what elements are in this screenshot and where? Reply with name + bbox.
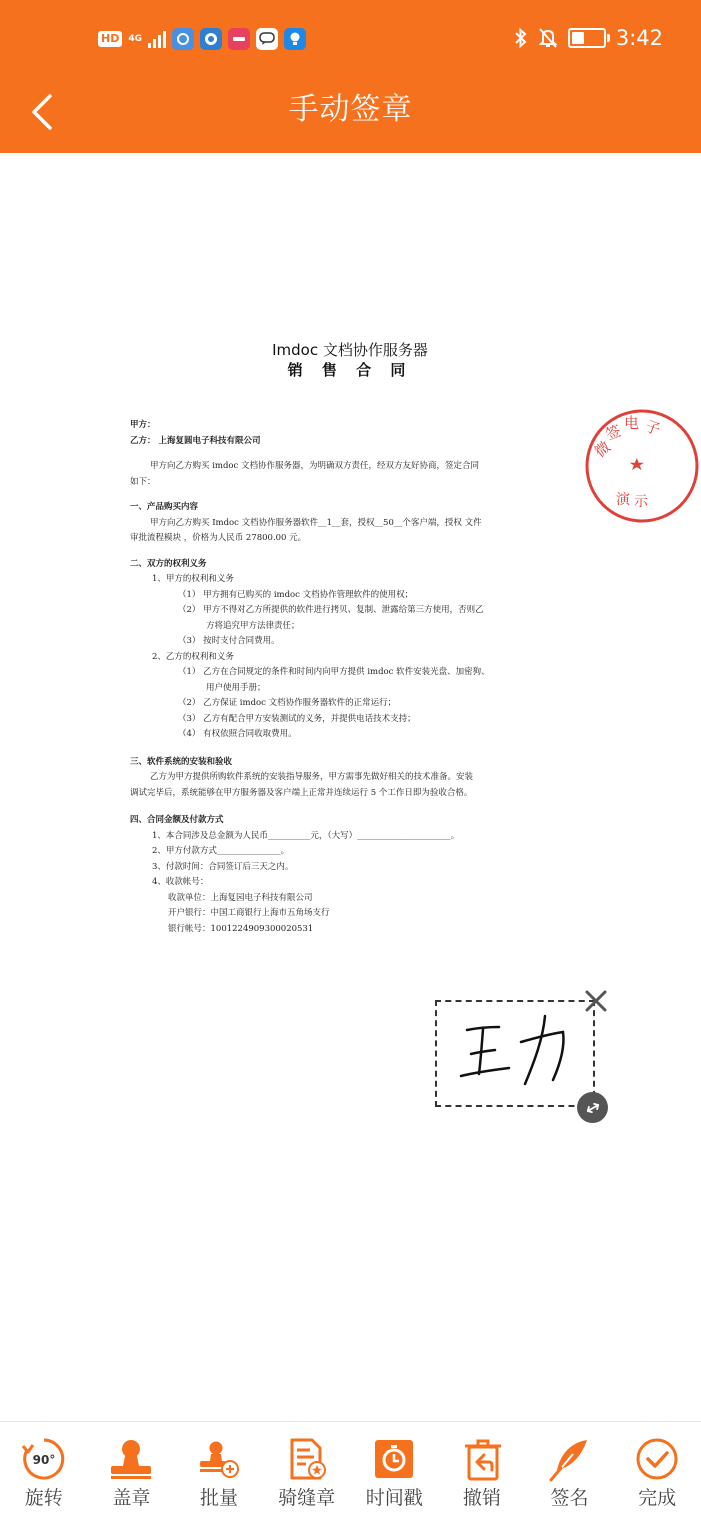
bluetooth-icon (514, 27, 528, 49)
company-seal[interactable] (584, 408, 663, 524)
network-type: 4G (128, 33, 142, 44)
section-text: （1） 乙方在合同规定的条件和时间内向甲方提供 imdoc 软件安装光盘、加密狗、 (178, 667, 490, 677)
seal-text: 签 (603, 421, 624, 444)
intro-line: 甲方向乙方购买 imdoc 文档协作服务器，为明确双方责任，经双方友好协商，签定合同 (150, 461, 480, 471)
section-text: 2、乙方的权利和义务 (152, 651, 234, 662)
page-title: 手动签章 (288, 92, 413, 127)
section-title: 二、双方的权利义务 (130, 558, 207, 569)
section-text: （1） 甲方拥有已购买的 imdoc 文档协作管理软件的使用权； (178, 589, 414, 600)
undo-icon (459, 1436, 505, 1482)
battery-icon (568, 28, 606, 48)
app-notification-icon (200, 28, 222, 50)
toolbar-label: 盖章 (112, 1487, 151, 1509)
section-text: 4、收款帐号： (152, 877, 209, 887)
party-b: 乙方： 上海复圆电子科技有限公司 (130, 435, 261, 446)
batch-stamp-icon (196, 1436, 242, 1482)
section-title: 三、软件系统的安装和验收 (130, 756, 233, 767)
section-text: 2、甲方付款方式_______________。 (152, 846, 290, 856)
seam-stamp-button[interactable] (263, 1422, 351, 1519)
toolbar-label: 骑缝章 (278, 1487, 336, 1509)
toolbar-label: 完成 (638, 1487, 677, 1509)
app-notification-icon (172, 28, 194, 50)
section-text: 用户使用手册； (206, 682, 266, 693)
toolbar-label: 撤销 (462, 1487, 501, 1509)
close-icon (583, 988, 609, 1014)
app-notification-icon (284, 28, 306, 50)
seal-text: 子 (642, 416, 663, 439)
section-title: 一、产品购买内容 (130, 502, 199, 512)
clock: 3:42 (615, 26, 663, 50)
bottom-toolbar (0, 1421, 701, 1519)
section-text: 审批流程模块 ，价格为人民币 27800.00 元。 (130, 533, 307, 543)
rotate-90-icon (21, 1436, 67, 1482)
timestamp-button[interactable] (351, 1422, 439, 1519)
section-text: （2） 甲方不得对乙方所提供的软件进行拷贝、复制、泄露给第三方使用，否则乙 (178, 605, 484, 615)
section-text: （2） 乙方保证 imdoc 文档协作服务器软件的正常运行； (178, 698, 397, 708)
app-header (0, 0, 701, 153)
remove-signature-button[interactable] (583, 988, 609, 1014)
stamp-button[interactable] (88, 1422, 176, 1519)
stamp-icon (108, 1436, 154, 1482)
feather-pen-icon (547, 1436, 593, 1482)
section-text: （3） 乙方有配合甲方安装测试的义务，并提供电话技术支持； (178, 713, 416, 724)
toolbar-label: 签名 (550, 1487, 589, 1509)
signature-button[interactable] (526, 1422, 614, 1519)
rotate-badge: 90° (32, 1453, 56, 1467)
check-circle-icon (634, 1436, 680, 1482)
seal-text: 电 (624, 414, 640, 432)
app-notification-icon (228, 28, 250, 50)
seal-text: 示 (634, 494, 648, 510)
status-bar (0, 0, 701, 80)
document-title: Imdoc 文档协作服务器 (272, 341, 428, 359)
toolbar-label: 旋转 (24, 1487, 63, 1509)
resize-arrows-icon (584, 1099, 602, 1117)
seal-text: 微 (591, 437, 615, 462)
section-text: 开户银行：中国工商银行上海市五角场支行 (168, 908, 330, 918)
section-text: 方将追究甲方法律责任； (206, 620, 300, 631)
resize-handle[interactable] (577, 1092, 608, 1123)
signal-icon (148, 30, 166, 48)
section-text: 收款单位：上海复园电子科技有限公司 (168, 892, 313, 903)
intro-line: 如下： (130, 476, 156, 487)
section-text: （4） 有权依照合同收取费用。 (178, 729, 297, 739)
seam-stamp-icon (284, 1436, 330, 1482)
section-text: 调试完毕后，系统能够在甲方服务器及客户端上正常并连续运行 5 个工作日即为验收合格。 (130, 787, 473, 798)
section-text: 1、甲方的权利和义务 (152, 574, 234, 584)
toolbar-label: 时间戳 (365, 1487, 423, 1509)
hd-indicator: HD (98, 31, 122, 47)
document-subtitle: 销 售 合 同 (287, 361, 413, 379)
section-text: 甲方向乙方购买 Imdoc 文档协作服务器软件__1__套，授权__50__个客户端，授权 文件 (150, 517, 482, 528)
section-text: 银行帐号：1001224909300020531 (168, 923, 314, 934)
section-title: 四、合同金额及付款方式 (130, 815, 224, 825)
rotate-button[interactable] (0, 1422, 88, 1519)
batch-stamp-button[interactable] (175, 1422, 263, 1519)
timestamp-icon (371, 1436, 417, 1482)
undo-button[interactable] (438, 1422, 526, 1519)
seal-text: 演 (616, 492, 630, 508)
section-text: 1、本合同涉及总金额为人民币__________元，（大写）______________________。 (152, 830, 460, 841)
contract-document (130, 340, 570, 1040)
section-text: 3、付款时间：合同签订后三天之内。 (152, 861, 294, 872)
mute-bell-icon (538, 27, 558, 49)
toolbar-label: 批量 (200, 1487, 239, 1509)
chat-notification-icon (256, 28, 278, 50)
section-text: （3） 按时支付合同费用。 (178, 636, 280, 646)
signature-box[interactable] (435, 1000, 595, 1107)
handwritten-signature (437, 1002, 593, 1105)
section-text: 乙方为甲方提供所购软件系统的安装指导服务，甲方需事先做好相关的技术准备。安装 (150, 772, 474, 782)
finish-button[interactable] (613, 1422, 701, 1519)
party-a: 甲方： (130, 420, 156, 430)
